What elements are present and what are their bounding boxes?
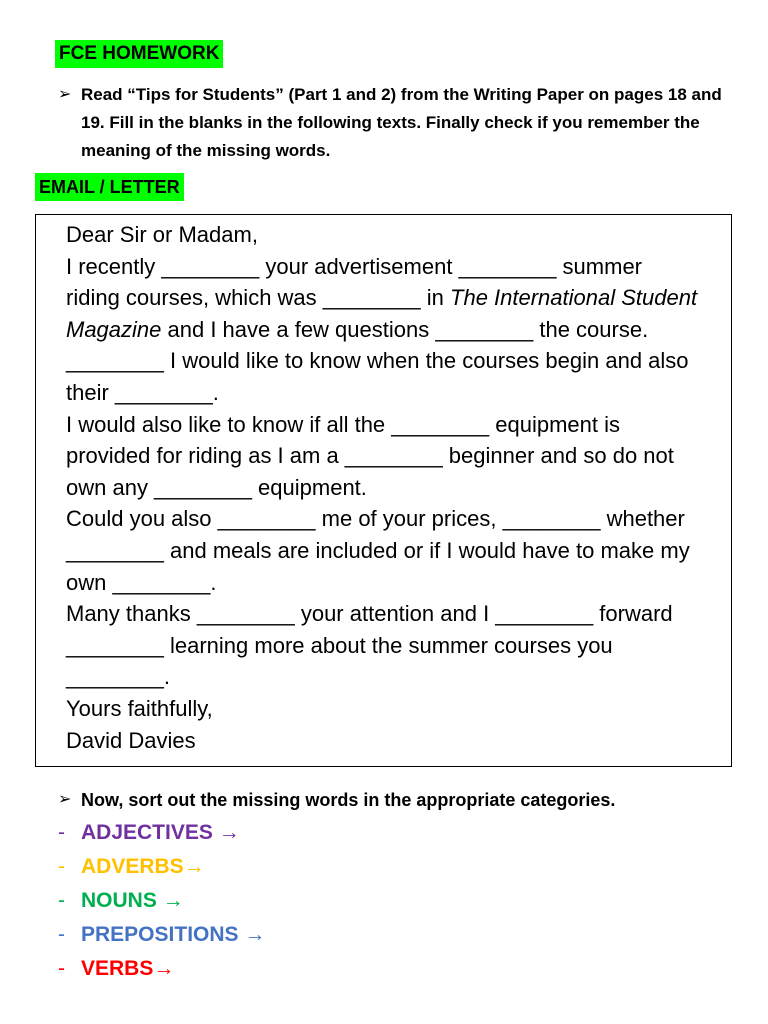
category-nouns: - NOUNS → (58, 884, 265, 918)
category-verbs: - VERBS→ (58, 952, 265, 986)
category-list (58, 816, 265, 986)
category-label: PREPOSITIONS → (81, 923, 266, 946)
category-prepositions: - PREPOSITIONS → (58, 918, 265, 952)
letter-line: I recently ________ your advertisement ________ summer (66, 253, 643, 279)
letter-line: David Davies (66, 727, 196, 753)
letter-line: own any ________ equipment. (66, 474, 367, 500)
letter-line (66, 282, 731, 314)
letter-line: ________ and meals are included or if I would have to make my (66, 537, 690, 563)
letter-line: own ________. (66, 569, 217, 595)
category-label: ADJECTIVES → (81, 821, 240, 844)
category-label: ADVERBS→ (81, 855, 205, 878)
category-adjectives: - ADJECTIVES → (58, 816, 265, 850)
letter-line: I would also like to know if all the ________ equipment is (66, 411, 621, 437)
sort-instruction-text: Now, sort out the missing words in the appropriate categories. (81, 790, 616, 810)
letter-line: Yours faithfully, (66, 695, 213, 721)
letter-line: provided for riding as I am a ________ beginner and so do not (66, 443, 674, 469)
instructions-text: Read “Tips for Students” (Part 1 and 2) from the Writing Paper on pages 18 and 19. Fill in the blanks in the following texts. Finally check if you remember the meaning of the missing words. (81, 85, 722, 160)
category-label: VERBS→ (81, 957, 175, 980)
page-title: FCE HOMEWORK (55, 40, 223, 68)
letter-line: Dear Sir or Madam, (66, 222, 258, 247)
letter-line-text: riding courses, which was ________ in (66, 285, 451, 311)
instructions (58, 81, 738, 165)
category-label: NOUNS → (81, 889, 184, 912)
letter-line: their ________. (66, 379, 219, 405)
arrow-bullet-icon: ➢ (58, 86, 72, 103)
letter-line: ________. (66, 664, 170, 690)
letter-line (66, 314, 731, 346)
letter-line: Many thanks ________ your attention and I ________ forward (66, 601, 673, 627)
letter-line: Could you also ________ me of your prices, ________ whether (66, 506, 685, 532)
category-adverbs: - ADVERBS→ (58, 850, 265, 884)
publication-name: The International Student (450, 285, 698, 311)
letter-line: ________ I would like to know when the courses begin and also (66, 348, 689, 374)
publication-name-cont: Magazine (66, 316, 162, 342)
letter-line-text: and I have a few questions ________ the course. (161, 316, 649, 342)
letter-line: ________ learning more about the summer courses you (66, 632, 613, 658)
letter-box (35, 214, 732, 767)
section-label: EMAIL / LETTER (35, 173, 184, 201)
arrow-bullet-icon: ➢ (58, 791, 72, 808)
sort-instruction (58, 786, 738, 814)
